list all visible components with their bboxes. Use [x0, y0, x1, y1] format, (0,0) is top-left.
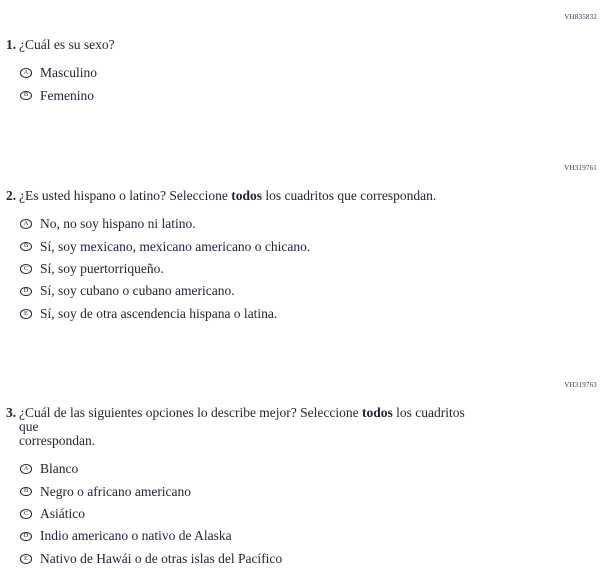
answer-option-label: Sí, soy cubano o cubano americano. [40, 283, 235, 299]
answer-option-a[interactable] [20, 458, 597, 480]
answer-option-a[interactable] [20, 62, 597, 84]
answer-option-b[interactable] [20, 84, 597, 106]
answer-bubble-icon[interactable]: A [20, 219, 32, 229]
answer-option-label: Femenino [40, 87, 94, 103]
answer-option-label: Blanco [40, 461, 79, 477]
answer-bubble-icon[interactable]: B [20, 91, 32, 101]
answer-option-label: No, no soy hispano ni latino. [40, 216, 196, 232]
question-block-2 [6, 164, 597, 325]
answer-options [20, 213, 597, 325]
answer-option-label: Asiático [40, 505, 85, 521]
answer-bubble-icon[interactable]: D [20, 287, 32, 297]
answer-option-d[interactable] [20, 525, 597, 547]
prompt-text: ¿Cuál es su sexo? [19, 37, 115, 52]
prompt-text: ¿Cuál de las siguientes opciones lo describe mejor? Seleccione [19, 405, 363, 420]
question-block-1 [6, 13, 597, 107]
answer-option-label: Negro o africano americano [40, 483, 192, 499]
prompt-text: ¿Es usted hispano o latino? Seleccione [19, 188, 232, 203]
answer-option-d[interactable] [20, 280, 597, 302]
question-number: 1. [6, 37, 17, 52]
question-block-3 [6, 381, 597, 570]
answer-bubble-icon[interactable]: E [20, 309, 32, 319]
answer-bubble-icon[interactable]: B [20, 487, 32, 497]
prompt-bold-text: todos [231, 188, 262, 203]
answer-option-label: Masculino [40, 65, 97, 81]
prompt-text: los cuadritos que [19, 405, 465, 434]
answer-option-label: Nativo de Hawái o de otras islas del Pacífico [40, 550, 283, 566]
question-head [6, 406, 597, 448]
answer-bubble-icon[interactable]: A [20, 68, 32, 78]
answer-bubble-icon[interactable]: E [20, 554, 32, 564]
answer-option-label: Sí, soy puertorriqueño. [40, 260, 164, 276]
answer-option-b[interactable] [20, 480, 597, 502]
answer-bubble-icon[interactable]: D [20, 532, 32, 542]
answer-option-c[interactable] [20, 503, 597, 525]
question-head [6, 38, 597, 52]
question-prompt [19, 406, 483, 448]
answer-options [20, 62, 597, 107]
prompt-bold-text: todos [362, 405, 393, 420]
prompt-text: los cuadritos que correspondan. [261, 188, 437, 203]
answer-option-e[interactable] [20, 548, 597, 570]
answer-option-a[interactable] [20, 213, 597, 235]
answer-option-label: Indio americano o nativo de Alaska [40, 528, 232, 544]
question-number: 3. [6, 405, 17, 420]
answer-option-label: Sí, soy mexicano, mexicano americano o chicano. [40, 238, 311, 254]
answer-option-label: Sí, soy de otra ascendencia hispana o latina. [40, 305, 278, 321]
accession-code: VH319761 [564, 164, 597, 172]
answer-bubble-icon[interactable]: C [20, 264, 32, 274]
answer-options [20, 458, 597, 570]
accession-code: VH835832 [564, 13, 597, 21]
answer-bubble-icon[interactable]: C [20, 509, 32, 519]
answer-bubble-icon[interactable]: B [20, 242, 32, 252]
prompt-text: correspondan. [19, 433, 96, 448]
question-prompt [19, 189, 436, 203]
accession-code: VH319763 [564, 381, 597, 389]
question-prompt [19, 38, 115, 52]
question-number: 2. [6, 188, 17, 203]
question-head [6, 189, 597, 203]
answer-bubble-icon[interactable]: A [20, 464, 32, 474]
answer-option-c[interactable] [20, 258, 597, 280]
answer-option-b[interactable] [20, 235, 597, 257]
answer-option-e[interactable] [20, 303, 597, 325]
